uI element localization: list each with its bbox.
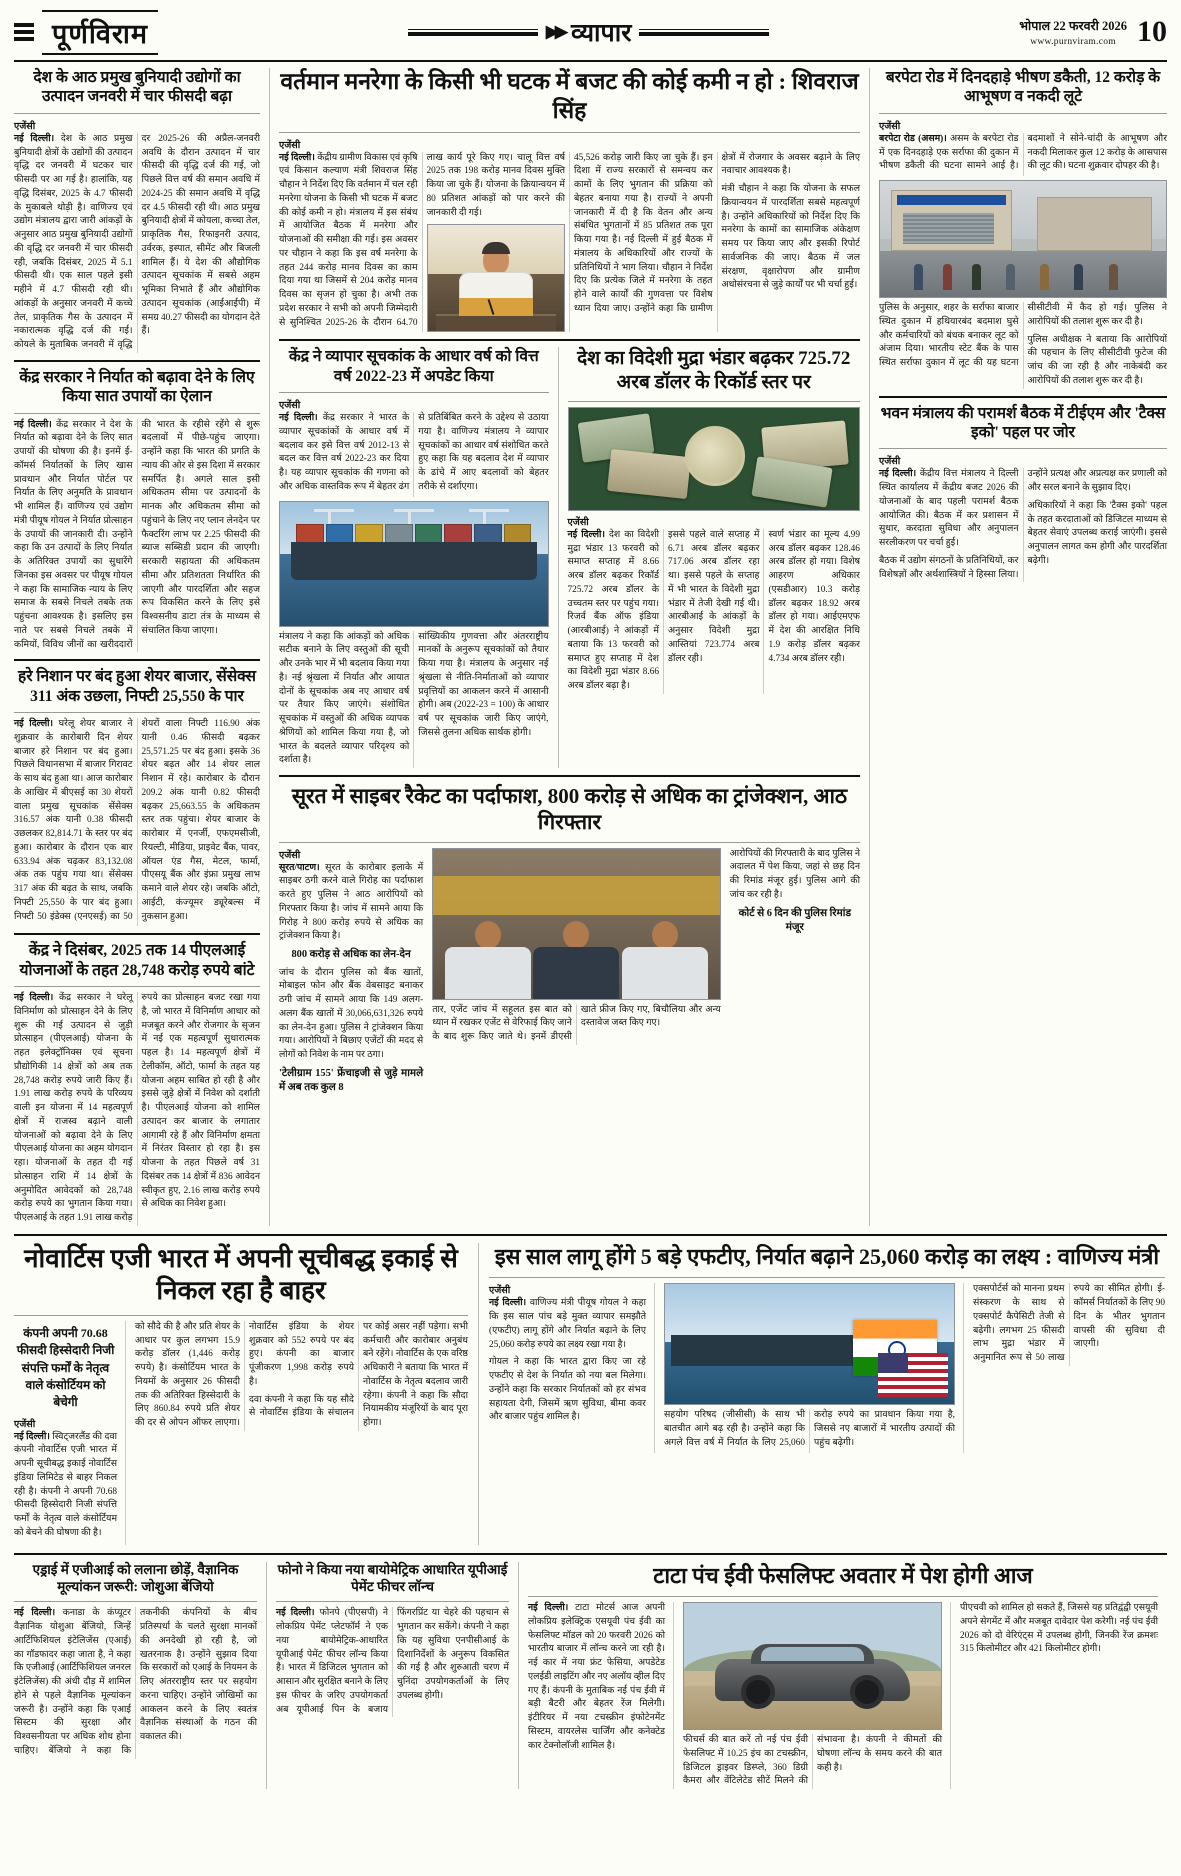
byline: एजेंसी <box>14 1419 36 1430</box>
article-forex <box>559 347 860 768</box>
article-headline: बरपेटा रोड में दिनदहाड़े भीषण डकैती, 12 करोड़ के आभूषण व नकदी लूटे <box>885 69 1161 106</box>
article-headline: फोनो ने किया नया बायोमेट्रिक आधारित यूपीआई पेमेंट फीचर लॉन्च <box>277 1561 508 1594</box>
divider <box>279 392 549 393</box>
person <box>943 264 952 290</box>
article-headline: केंद्र ने व्यापार सूचकांक के आधार वर्ष को वित्त वर्ष 2022-23 में अपडेट किया <box>288 348 539 385</box>
newspaper-logo: पूर्णविराम <box>42 10 158 55</box>
lower-grid <box>14 1243 1167 1545</box>
dateline: नई दिल्ली। <box>279 152 315 163</box>
body-text: स्विट्जरलैंड की दवा कंपनी नोवार्टिस एजी भारत में अपनी सूचीबद्ध इकाई नोवार्टिस इंडिया लिमिटेड से बाहर निकल रही है। कंपनी ने अपनी 70.68 फीसदी हिस्सेदारी निजी संपत्ति फर्मों के नेतृत्व वाले कंसोर्टियम को बेचने की घोषणा की है। <box>14 1431 117 1538</box>
photo-currency-notes <box>568 407 860 511</box>
article-headline: सूरत में साइबर रैकेट का पर्दाफाश, 800 करोड़ से अधिक का ट्रांजेक्शन, आठ गिरफ्तार <box>291 784 848 835</box>
main-grid <box>14 68 1167 1226</box>
currency-roll <box>685 426 745 486</box>
dateline: नई दिल्ली। <box>489 1298 527 1309</box>
article-body <box>879 468 1167 582</box>
fta-col-2 <box>664 1283 964 1452</box>
body-text: पुलिस के अनुसार, शहर के सर्राफा बाजार स्थित दुकान में हथियारबंद बदमाश घुसे और कर्मचारियों को बंधक बनाकर लूट को अंजाम दिया। भारतीय स्टेट बैंक के पास स्थित सर्राफा दुकान में लूट की यह घटना सीसीटीवी में कैद हो गई। पुलिस ने आरोपियों की तलाश शुरू कर दी है। <box>879 303 1167 368</box>
car-window <box>761 1647 864 1661</box>
photo-sash <box>459 298 533 316</box>
article-fta <box>479 1243 1165 1545</box>
tata-layout <box>528 1602 1158 1789</box>
cyber-layout <box>279 848 860 1100</box>
person-head <box>563 921 589 949</box>
section-title: व्यापार <box>571 20 632 47</box>
article-body <box>279 862 423 1096</box>
us-flag-icon <box>878 1353 948 1397</box>
column-center <box>269 68 869 1226</box>
article-body <box>14 718 260 926</box>
photo-head <box>483 245 509 275</box>
person-center <box>533 921 619 999</box>
article-body-continued <box>960 1602 1158 1657</box>
body-text: केंद्रीय ग्रामीण विकास एवं कृषि एवं किसान कल्याण मंत्री शिवराज सिंह चौहान ने निर्देश दिए कि वर्तमान में चल रही मनरेगा योजना के किसी भी घटक में बजट की कोई कमी न हो। मंत्रालय में इस संबंध में आयोजित बैठक में मनरेगा और योजनाओं की समीक्षा की गई। इस अवसर पर चौहान ने कहा कि इस वर्ष मनरेगा के तहत 244 करोड़ मानव दिवस का काम दिया गया था जिसमें से 204 करोड़ मानव दिवस का सृजन हो चुका है। अभी तक प्रदेश सरकार ने सभी को अपनी जिम्मेदारी से सुनिश्चित 2025-26 के दौरान 64.70 लाख कार्य पूरे किए गए। चालू वित्त वर्ष 2025 तक 198 करोड़ मानव दिवस मुक्ति किया जा चुके हैं। योजना के क्रियान्वयन में 80 प्रतिशत आंकड़ों को पार करने की जानकारी दी गई। <box>279 152 565 328</box>
article-body-continued <box>664 1409 955 1452</box>
article-cyber-racket <box>279 783 860 1100</box>
article-body <box>14 1607 257 1758</box>
article-headline: भवन मंत्रालय की परामर्श बैठक में टीईएम और 'टैक्स इको' पहल पर जोर <box>880 404 1166 441</box>
shop-shutter <box>903 213 995 243</box>
body-text: केंद्र सरकार ने घरेलू विनिर्माण को प्रोत्साहन देने के लिए शुरू की गई उत्पादन से जुड़ी प्रोत्साहन (पीएलआई) योजना के तहत इलेक्ट्रॉनिक्स एवं सूचना प्रौद्योगिकी 14 क्षेत्रों को अब तक 28,748 करोड़ रुपये जारी किए हैं। 1.91 लाख करोड़ रुपये के परिव्यय वाली इन योजना में 14 महत्वपूर्ण क्षेत्रों में राजस्व बढ़ाने वाली योजनाओं को बढ़ावा देने के लिए पीएलआई योजना का अहम योगदान रहा। योजनाओं के तहत दी गई प्रोत्साहन राशि में 14 क्षेत्रों के अनुमोदित आवेदकों को 28,748 करोड़ रुपये का भुगतान किया गया। पीएलआई के तहत 1.91 लाख करोड़ रुपये का प्रोत्साहन बजट रखा गया है, जो भारत में विनिर्माण आधार को मजबूत करने और रोजगार के सृजन में नई एक महत्वपूर्ण सुधारात्मक पहल है। 14 महत्वपूर्ण क्षेत्रों में टेलीकॉम, ऑटो, फार्मा के तहत यह योजना अहम साबित हो रही है और इससे जुड़े क्षेत्रों में निवेश को दर्शाती है। पीएलआई योजना को शामिल उत्पादन कर बाजार के लगातार आगामी रहे हैं और विनिर्माण क्षमता में निरंतर विस्तार हो रहा है। इस योजना के तहत पिछले वर्ष 31 दिसंबर तक 14 क्षेत्रों में 836 आवेदन स्वीकृत हुए, 2.16 लाख करोड़ रुपये से अधिक का निवेश हुआ। <box>14 993 260 1223</box>
body-text: घरेलू शेयर बाजार ने शुक्रवार के कारोबारी दिन शेयर बाजार हरे निशान पर बंद हुआ। पिछले विधानसभा में बाजार गिरावट के साथ बंद हुआ था। आज कारोबार के आखिर में बीएसई का 30 शेयरों वाला प्रमुख सूचकांक सेंसेक्स 316.57 अंक यानी 0.38 फीसदी उछलकर 82,814.71 के स्तर पर बंद हुआ। कारोबार के दौरान एक बार 633.94 अंक चढ़कर 83,132.08 अंक तक पहुंच गया था। सेंसेक्स 317 अंक की बढ़त के साथ, जबकि निफ्टी 25,550 के पार बंद हुआ। निफ्टी 50 इंडेक्स (एनएसई) का 50 शेयरों वाला निफ्टी 116.90 अंक यानी 0.46 फीसदी बढ़कर 25,571.25 पर बंद हुआ। इसके 36 शेयर बढ़त और 14 शेयर लाल निशान में रहे। कारोबार के दौरान 209.2 अंक यानी 0.82 फीसदी बढ़कर 25,663.55 के अधिकतम स्तर तक पहुंचा। शेयर बाजार के कारोबार में एनर्जी, एफएमसीजी, रियल्टी, मीडिया, प्राइवेट बैंक, पावर, ऑयल एंड गैस, मेटल, फार्मा, पीएसयू बैंक और इंफ्रा प्रमुख लाभ कमाने वाले शेयर रहे। जबकि ऑटो, आईटी, कंज्यूमर ड्यूरेबल्स में नुकसान हुआ। <box>14 719 260 922</box>
article-mgnrega <box>279 68 860 332</box>
fta-col-1 <box>489 1283 655 1452</box>
website-url: www.purnviram.com <box>1030 37 1116 47</box>
body-text: मंत्री चौहान ने कहा कि योजना के सफल क्रियान्वयन में पारदर्शिता सबसे महत्वपूर्ण है। उन्होंने अधिकारियों को निर्देश दिए कि मनरेगा के कामों का सामाजिक अंकेक्षण समय पर किया जाए और इसकी रिपोर्ट सार्वजनिक की जाए। बैठक में जल संरक्षण, वृक्षारोपण और ग्रामीण अधोसंरचना से जुड़े कार्यों पर भी चर्चा हुई। <box>721 184 860 291</box>
section-divider <box>14 1234 1167 1236</box>
banknote <box>607 449 691 499</box>
cyber-col-3 <box>730 848 860 1100</box>
divider <box>276 1601 509 1602</box>
body-text: गोयल ने कहा कि भारत द्वारा किए जा रहे एफटीए से देश के निर्यात को नया बल मिलेगा। उन्होंने कहा कि सरकार निर्यातकों को हर संभव सहायता देगी, जिसमें ऋण सुविधा, बीमा कवर और बाजार पहुंच शामिल है। <box>489 1357 646 1423</box>
article-novartis <box>14 1243 479 1545</box>
body-text: असम के बरपेटा रोड में एक दिनदहाड़े एक सर्राफा की दुकान में भीषण डकैती की घटना सामने आई है। बदमाशों ने सोने-चांदी के आभूषण और नकदी मिलाकर कुल 12 करोड़ के आसपास की लूट की। घटना शुक्रवार दोपहर की है। <box>879 133 1167 172</box>
divider <box>14 360 260 362</box>
body-text: सहयोग परिषद (जीसीसी) के साथ भी बातचीत आगे बढ़ रही है। उन्होंने कहा कि अगले वित्त वर्ष में निर्यात के लिए 25,060 करोड़ रुपये का प्रावधान किया गया है, जिससे नए बाजारों में भारतीय उत्पादों की पहुंच बढ़ेगी। <box>664 1410 955 1448</box>
decorative-rule-left <box>408 29 538 36</box>
byline: एजेंसी <box>14 121 36 132</box>
photo-press-conference <box>432 848 720 1000</box>
body-text: वाणिज्य मंत्री पीयूष गोयल ने कहा कि इस साल पांच बड़े मुक्त व्यापार समझौते (एफटीए) लागू होंगे और निर्यात बढ़ाने के लिए 25,060 करोड़ रुपये का लक्ष्य रखा गया है। <box>489 1298 647 1350</box>
body-text: कनाडा के कंप्यूटर वैज्ञानिक योशुआ बेंजियो, जिन्हें आर्टिफिशियल इंटेलिजेंस (एआई) का गॉडफादर कहा जाता है, ने कहा कि एजीआई (आर्टिफिशियल जनरल इंटेलिजेंस) की अंधी दौड़ में शामिल होने से पहले वैज्ञानिक मूल्यांकन जरूरी है। उन्होंने कहा कि एआई सिस्टम की सुरक्षा और विश्वसनीयता पर अधिक शोध होना चाहिए। बेंजियो ने कहा कि तकनीकी कंपनियों के बीच प्रतिस्पर्धा के चलते सुरक्षा मानकों की अनदेखी हो रही है, जो खतरनाक है। उन्होंने सुझाव दिया कि सरकारों को एआई के नियमन के लिए अंतरराष्ट्रीय स्तर पर सहयोग करना चाहिए। उन्होंने जोखिमों का आकलन करने के लिए स्वतंत्र वैज्ञानिक संस्थाओं के गठन की वकालत की। <box>14 1608 257 1756</box>
body-text: फोनपे (पीएसपी) ने लोकप्रिय पेमेंट प्लेटफॉर्म ने एक नया बायोमेट्रिक-आधारित यूपीआई पेमेंट फीचर लॉन्च किया है। भारत में डिजिटल भुगतान को आसान और सुरक्षित बनाने के लिए इस फीचर के जरिए उपयोगकर्ता अब यूपीआई पिन के बजाय फिंगरप्रिंट या चेहरे की पहचान से भुगतान कर सकेंगे। कंपनी ने कहा कि यह सुविधा एनपीसीआई के दिशानिर्देशों के अनुरूप विकसित की गई है और शुरुआती चरण में चुनिंदा उपयोगकर्ताओं के लिए उपलब्ध होगी। <box>276 1608 509 1715</box>
tata-col-1 <box>528 1602 674 1789</box>
dateline: नई दिल्ली। <box>14 1431 50 1442</box>
divider <box>879 396 1167 398</box>
byline: एजेंसी <box>279 850 301 861</box>
divider <box>568 401 860 402</box>
dateline: नई दिल्ली। <box>14 719 54 729</box>
tata-col-2 <box>683 1602 951 1789</box>
article-body-continued <box>135 1321 468 1431</box>
person-head <box>475 921 501 949</box>
body-text: सूरत के कारोबार इलाके में साइबर ठगी करने वाले गिरोह का पर्दाफाश करते हुए पुलिस ने आठ आरोपियों को गिरफ्तार किया है। जांच में सामने आया कि गिरोह ने 800 करोड़ रुपये से अधिक का ट्रांजेक्शन किया है। <box>279 862 424 942</box>
double-triangle-icon: ▶▶ <box>545 22 564 41</box>
article-body <box>14 133 260 353</box>
person-head <box>652 921 678 949</box>
tata-col-3 <box>960 1602 1158 1789</box>
subhead-remand: कोर्ट से 6 दिन की पुलिस रिमांड मंजूर <box>738 907 852 934</box>
photo-person <box>459 245 533 316</box>
person-body <box>622 947 708 999</box>
article-body <box>14 419 260 653</box>
body-text: केंद्र सरकार ने भारत के व्यापार सूचकांकों के आधार वर्ष में बदलाव कर इसे वित्त वर्ष 2012-13 से बदल कर वित्त वर्ष 2022-23 कर दिया है। यह व्यापार सूचकांक की गणना को और अधिक वास्तविक रूप में बेहतर ढंग से प्रतिबिंबित करने के उद्देश्य से उठाया गया है। वाणिज्य मंत्रालय ने व्यापार सूचकांकों का आधार वर्ष संशोधित करते हुए कहा कि यह बदलाव देश में व्यापार के ढांचे में आए बदलावों को बेहतर तरीके से दर्शाएगा। <box>279 413 549 492</box>
cyber-col-1 <box>279 848 423 1100</box>
section-title-block <box>546 15 632 49</box>
shop-signboard <box>897 195 1006 205</box>
dateline: नई दिल्ली। <box>567 529 605 540</box>
body-text: को सौदे की है और प्रति शेयर के आधार पर कुल लगभग 15.9 करोड़ डॉलर (1,446 करोड़ रुपये) है। कंसोर्टियम भारत के नियमों के अनुसार 26 फीसदी तक की अतिरिक्त हिस्सेदारी के लिए 860.84 रुपये प्रति शेयर की दर से ओपन ऑफर लाएगा। नोवार्टिस इंडिया के शेयर शुक्रवार को 552 रुपये पर बंद हुए। कंपनी का बाजार पूंजीकरण 1,998 करोड़ रुपये है। <box>135 1321 354 1428</box>
divider <box>528 1596 1158 1597</box>
article-body <box>528 1602 665 1753</box>
subhead-telegram: 'टेलीग्राम 155' फ्रेंचाइजी से जुड़े मामले में अब तक कुल 8 <box>279 1067 424 1094</box>
byline: एजेंसी <box>279 140 301 151</box>
article-headline: टाटा पंच ईवी फेसलिफ्ट अवतार में पेश होगी आज <box>653 1562 1033 1588</box>
article-body-continued <box>432 1004 720 1045</box>
article-body-continued <box>683 1734 942 1789</box>
decorative-rule-right <box>639 29 769 36</box>
divider <box>879 448 1167 449</box>
article-headline: नोवार्टिस एजी भारत में अपनी सूचीबद्ध इकाई से निकल रहा है बाहर <box>24 1243 458 1306</box>
person <box>1006 264 1015 290</box>
person-right <box>622 921 708 999</box>
body-text: स्वर्ण भंडार का मूल्य 4.99 अरब डॉलर बढ़कर 128.46 अरब डॉलर हो गया। विशेष आहरण अधिकार (एसडीआर) 10.3 करोड़ डॉलर बढ़कर 18.92 अरब डॉलर हो गया। आईएमएफ में देश की आरक्षित निधि 1.9 करोड़ डॉलर बढ़कर 4.734 अरब डॉलर रही। <box>768 529 860 664</box>
divider <box>279 775 860 777</box>
body-text: आरोपियों की गिरफ्तारी के बाद पुलिस ने अदालत में पेश किया, जहां से छह दिन की रिमांड मंजूर हुई। पुलिस आगे की जांच कर रही है। <box>729 848 860 900</box>
body-text: केंद्रीय वित्त मंत्रालय ने दिल्ली स्थित कार्यालय में केंद्रीय बजट 2026 की योजनाओं के बाद पहली परामर्श बैठक आयोजित की। बैठक में कर प्रशासन में सुधार, करदाता सुविधा और अनुपालन सरलीकरण पर चर्चा हुई। <box>879 469 1019 548</box>
body-text: बैठक में उद्योग संगठनों के प्रतिनिधियों, कर विशेषज्ञों और अर्थशास्त्रियों ने हिस्सा लिया। उन्होंने प्रत्यक्ष और अप्रत्यक्ष कर प्रणाली को और सरल बनाने के सुझाव दिए। <box>879 469 1167 580</box>
article-body <box>276 1607 509 1717</box>
article-tata-punch <box>518 1562 1167 1790</box>
photo-jewellery-shop <box>879 180 1167 298</box>
divider <box>14 413 260 414</box>
dateline: बरपेटा रोड (असम)। <box>879 133 947 144</box>
divider <box>14 712 260 713</box>
article-core-sectors <box>14 68 260 353</box>
dateline: नई दिल्ली। <box>14 993 54 1003</box>
article-body <box>14 992 260 1226</box>
building-right <box>1037 197 1151 250</box>
person-body <box>445 947 531 999</box>
dateline: नई दिल्ली। <box>14 1608 56 1619</box>
byline: एजेंसी <box>879 121 901 132</box>
divider <box>279 842 860 843</box>
article-body-continued <box>279 631 549 769</box>
article-phonepe-biometric <box>266 1562 518 1790</box>
dateline: नई दिल्ली। <box>14 133 55 144</box>
photo-trade-ship-flags <box>664 1283 955 1405</box>
body-text: दवा कंपनी ने कहा कि यह सौदे से नोवार्टिस इंडिया के संचालन पर कोई असर नहीं पड़ेगा। सभी कर्मचारी और कारोबार अनुबंध बने रहेंगे। नोवार्टिस के एक वरिष्ठ अधिकारी ने बताया कि भारत में नोवार्टिस के नेतृत्व बदलाव जारी रहेगा। कंपनी ने कहा कि सौदा नियामकीय मंजूरियों के बाद पूरा होगा। <box>249 1321 468 1428</box>
car-wheel-front <box>741 1675 775 1709</box>
photo-banner <box>433 876 719 915</box>
article-agi-bengio <box>14 1562 266 1790</box>
photo-tata-punch-ev <box>683 1602 942 1730</box>
page-number: 10 <box>1137 15 1167 48</box>
body-text: तार, एजेंट जांच में सहूलत इस बात को ध्यान में रखकर एजेंट से वेरिफाई किए जाने के बाद शुरू किए जाते थे। इनमें डीएसी खाते फ्रीज किए गए, बिचौलिया और अन्य दस्तावेज जब्त किए गए। <box>432 1004 721 1042</box>
article-export-measures <box>14 368 260 653</box>
body-text: पुलिस अधीक्षक ने बताया कि आरोपियों की पहचान के लिए सीसीटीवी फुटेज की जांच की जा रही है और नाकेबंदी कर आरोपियों की तलाश शुरू कर दी है। <box>1027 334 1167 386</box>
article-headline: इस साल लागू होंगे 5 बड़े एफटीए, निर्यात बढ़ाने 25,060 करोड़ का लक्ष्य : वाणिज्य मंत्री <box>494 1243 1160 1269</box>
divider <box>14 933 260 935</box>
divider <box>14 1601 257 1602</box>
article-headline: केंद्र ने दिसंबर, 2025 तक 14 पीएलआई योजनाओं के तहत 28,748 करोड़ रुपये बांटे <box>19 942 255 979</box>
byline: एजेंसी <box>879 457 901 468</box>
place-date: भोपाल 22 फरवरी 2026 <box>1019 19 1127 33</box>
dateline: नई दिल्ली। <box>879 469 917 480</box>
body-text: जांच के दौरान पुलिस को बैंक खातों, मोबाइल फोन और बैंक वेबसाइट बनाकर ठगी जांच में सामने आया कि 149 अलग-अलग बैंक खातों में 30,066,631,326 रुपये का लेन-देन हुआ। पुलिस ने ट्रांजेक्शन किया गया। आरोपियों ने बिछाए एजेंटों की मदद से लोगों को निवेश के नाम पर ठगा। <box>279 967 424 1061</box>
article-body-continued <box>973 1283 1165 1366</box>
article-dacoity <box>879 68 1167 389</box>
person-left <box>445 921 531 999</box>
dateline: नई दिल्ली। <box>279 413 318 423</box>
photo-shivraj-singh <box>427 224 566 332</box>
divider <box>14 986 260 987</box>
article-body <box>489 1297 646 1425</box>
cargo-ship <box>291 542 537 579</box>
menu-bars-icon <box>14 23 34 41</box>
novartis-col-2 <box>135 1321 468 1545</box>
article-body <box>14 1431 117 1541</box>
photo-desk <box>436 314 556 331</box>
divider <box>14 113 260 114</box>
dateline: नई दिल्ली। <box>276 1608 315 1619</box>
article-body <box>279 412 549 497</box>
article-finance-meeting <box>879 404 1167 583</box>
body-text: पीएचवी को शामिल हो सकते हैं, जिससे यह प्रतिद्वंद्वी एसयूवी अपने सेगमेंट में और मजबूत दावेदार पेश करेगी। नई पंच ईवी 2026 को दो वेरिएंट्स में उपलब्ध होगी, जिनकी रेंज क्रमशः 315 किलोमीटर और 421 किलोमीटर होगी। <box>960 1603 1158 1655</box>
byline: एजेंसी <box>279 401 301 411</box>
body-text: मंत्रालय ने कहा कि आंकड़ों को अधिक सटीक बनाने के लिए वस्तुओं की सूची और उनके भार में भी बदलाव किया गया है। नई श्रृंखला में निर्यात और आयात दोनों के सूचकांक अब नए आधार वर्ष पर तैयार किए जाएंगे। संशोधित सूचकांक में वस्तुओं की अधिक व्यापक श्रेणियों को शामिल किया गया है, जो भारत के बदलते व्यापार परिदृश्य को दर्शाता है। <box>279 631 410 766</box>
article-body <box>879 133 1167 176</box>
center-sub-grid <box>279 347 860 768</box>
body-text: फीचर्स की बात करें तो नई पंच ईवी फेसलिफ्ट में 10.25 इंच का टचस्क्रीन, डिजिटल ड्राइवर डिस्प्ले, 360 डिग्री कैमरा और वेंटिलेटेड सीटें मिलने की संभावना है। कंपनी ने कीमतों की घोषणा लॉन्च के समय करने की बात कही है। <box>683 1735 942 1787</box>
divider <box>279 339 860 341</box>
body-text: देश का विदेशी मुद्रा भंडार 13 फरवरी को समाप्त सप्ताह में 8.66 अरब डॉलर बढ़कर रिकॉर्ड 725.72 अरब डॉलर के उच्चतम स्तर पर पहुंच गया। रिजर्व बैंक ऑफ इंडिया (आरबीआई) ने आंकड़ों में बताया कि 13 फरवरी को समाप्त हुए सप्ताह में देश का विदेशी मुद्रा भंडार 8.66 अरब डॉलर बढ़ा है। <box>567 529 659 691</box>
article-headline: केंद्र सरकार ने निर्यात को बढ़ावा देने के लिए किया सात उपायों का ऐलान <box>19 368 255 406</box>
section-divider <box>14 1553 1167 1555</box>
person-body <box>533 947 619 999</box>
subhead-transaction: 800 करोड़ से अधिक का लेन-देन <box>291 949 411 960</box>
masthead-right <box>1019 15 1167 49</box>
novartis-col-1 <box>14 1321 126 1545</box>
cyber-col-2 <box>432 848 720 1100</box>
person <box>1109 264 1118 290</box>
article-headline: हरे निशान पर बंद हुआ शेयर बाजार, सेंसेक्स 311 अंक उछला, निफ्टी 25,550 के पार <box>17 668 257 705</box>
body-text: देश के आठ प्रमुख बुनियादी क्षेत्रों के उद्योगों की उत्पादन वृद्धि दर जनवरी में घटकर चार फीसदी पर आ गई है। हालांकि, यह वृद्धि दिसंबर, 2025 के 4.7 फीसदी के मुकाबले थोड़ी है। वाणिज्य एवं उद्योग मंत्रालय द्वारा जारी आंकड़ों के अनुसार आठ प्रमुख बुनियादी उद्योगों की वृद्धि दर जनवरी में चार फीसदी रही, जबकि दिसंबर, 2025 में 5.1 फीसदी थी। एक साल पहले इसी महीने में 4.7 फीसदी रही थी। आंकड़ों के अनुसार जनवरी में कच्चे तेल, प्राकृतिक गैस के उत्पादन में नकारात्मक वृद्धि दर्ज की गई। कोयले के मुताबिक जनवरी में वृद्धि दर 2025-26 की अप्रैल-जनवरी अवधि के दौरान उत्पादन में चार फीसदी की वृद्धि दर्ज की गई, जो पिछले वित्त वर्ष की समान अवधि में 2024-25 की समान अवधि में वृद्धि दर 4.5 फीसदी रही थी। आठ प्रमुख बुनियादी क्षेत्रों में कोयला, कच्चा तेल, प्राकृतिक गैस, रिफाइनरी उत्पाद, उर्वरक, इस्पात, सीमेंट और बिजली शामिल हैं। ये देश की औद्योगिक उत्पादन सूचकांक में सबसे अहम भूमिका निभाते हैं और औद्योगिक उत्पादन सूचकांक (आईआईपी) में समग्र 40.27 फीसदी का योगदान देते हैं। <box>14 133 260 350</box>
article-pli-schemes <box>14 941 260 1226</box>
article-body <box>568 529 860 694</box>
edition-info <box>1019 17 1127 47</box>
body-text: एक्सपोर्टर्स को मानना प्रथम संस्करण के साथ से एक्सपोर्ट कैपेसिटी तेजी से बढ़ेगी। लगभग 25 फीसदी लाभ मुद्रा भंडार में अनुमानित रूप से 50 लाख रुपये का सीमित होगी। ई-कॉमर्स निर्यातकों के लिए 90 दिन के भीतर भुगतान वापसी की सुविधा दी जाएगी। <box>973 1284 1165 1363</box>
article-headline: देश के आठ प्रमुख बुनियादी उद्योगों का उत्पादन जनवरी में चार फीसदी बढ़ा <box>33 69 241 106</box>
photo-torso <box>459 272 533 316</box>
person <box>972 264 981 290</box>
article-body-continued <box>879 302 1167 389</box>
body-text: इससे पहले वाले सप्ताह में 6.71 अरब डॉलर बढ़कर 717.06 अरब डॉलर रहा था। इससे पहले के सप्ताह में भी भारत के विदेशी मुद्रा भंडार में तेजी देखी गई थी। आरबीआई के आंकड़ों के अनुसार विदेशी मुद्रा आस्तियां 723.774 अरब डॉलर रही। <box>668 529 760 664</box>
bottom-grid <box>14 1562 1167 1790</box>
article-headline: एड्राई में एजीआई को ललाना छोड़ें, वैज्ञानिक मूल्यांकन जरूरी: जोशुआ बेंजियो <box>32 1561 239 1594</box>
body-text: केंद्र सरकार ने देश के निर्यात को बढ़ावा देने के लिए सात उपायों की घोषणा की है। इनमें ई-कॉमर्स निर्यातकों के लिए खास प्रावधान और निर्यात पोर्टल पर निर्यात के लिए अनुमति के प्रावधान भी शामिल हैं। वाणिज्य एवं उद्योग मंत्री पीयूष गोयल ने निर्यात प्रोत्साहन के उपायों की जानकारी दी। उन्होंने कहा कि उन उत्पादों के लिए निर्यात के अतिरिक्त उपायों का सुधारेंगे जिनका इस अवसर पर पीयूष गोयल ने कहा कि सामाजिक न्याय के लिए समाज के सबसे निचले तबके तक पहुंचना आवश्यक है। इसलिए इस नाते पर सबसे निचले तबके में कमियों, विविध जीनों का खरीददारों की भारत के रहीसे रहेंगे से शुरू बदलावों में पीछे-पहुंच जाएगा। उन्होंने कहा कि भारत की प्रगति के न्याय की ओर से इस दिशा में सरकार समर्पित है। अगले साल इसी अधिकतम सीमा पर उत्पादनों के मानक और अधिकतम सीमा को पहुंचाने के लिए नए प्लान लेनदेन पर फैक्टरिंग लाभ पर 2.25 फीसदी की ब्याज सब्सिडी प्रदान की जाएगी। सरकारी सहायता की अधिकतम सीमा और प्रतिशतता निर्धारित की जाएगी और पारदर्शिता और सहज रूप विकसित करने के लिए इसे विश्वसनीय डाटा तंत्र के माध्यम से संचालित किया जाएगा। <box>14 419 260 650</box>
person <box>914 264 923 290</box>
person <box>1040 264 1049 290</box>
article-body <box>279 152 860 333</box>
dateline: नई दिल्ली। <box>14 419 52 430</box>
body-text: सांख्यिकीय गुणवत्ता और अंतरराष्ट्रीय मानकों के अनुरूप सूचकांकों को तैयार किया गया है। मंत्रालय के अनुसार नई श्रृंखला से नीति-निर्माताओं को व्यापार प्रवृत्तियों का आकलन करने में आसानी होगी। अब (2022-23 = 100) के आधार वर्ष पर सूचकांक जारी किए जाएंगे, जिससे तुलना अधिक सार्थक होगी। <box>418 631 549 738</box>
body-text: 45,526 करोड़ जारी किए जा चुके हैं। इन दिशा में राज्य सरकारों से समन्वय कर कामों के लिए भुगतान की प्रक्रिया को बेहतर बनाया गया है। राज्यों ने अपनी जानकारी में दी है कि वेतन और अन्य संबंधित भुगतानों में 85 प्रतिशत तक पूरा किया गया है। नई दिल्ली में हुई बैठक में मंत्रालय के अधिकारियों और राज्यों के प्रतिनिधियों ने भाग लिया। चौहान ने निर्देश दिए कि प्रत्येक जिले में मनरेगा के तहत होने वाले कार्यों की गुणवत्ता पर विशेष ध्यान दिया जाए। उन्होंने कहा कि ग्रामीण क्षेत्रों में रोजगार के अवसर बढ़ाने के लिए नवाचार आवश्यक है। <box>574 152 860 314</box>
article-body-continued <box>730 848 860 936</box>
masthead <box>14 10 1167 62</box>
article-subhead: कंपनी अपनी 70.68 फीसदी हिस्सेदारी निजी संपत्ति फर्मों के नेतृत्व वाले कंसोर्टियम को बेचेगी <box>16 1325 115 1410</box>
article-headline: देश का विदेशी मुद्रा भंडार बढ़कर 725.72 अरब डॉलर के रिकॉर्ड स्तर पर <box>577 348 851 393</box>
masthead-center <box>408 15 770 49</box>
masthead-left <box>14 10 158 55</box>
article-index-update <box>279 347 559 768</box>
article-market-close <box>14 667 260 926</box>
cargo-vessel <box>671 1335 879 1366</box>
divider <box>14 659 260 661</box>
photo-port-containers <box>279 501 549 627</box>
divider <box>14 1315 468 1316</box>
article-headline: वर्तमान मनरेगा के किसी भी घटक में बजट की कोई कमी न हो : शिवराज सिंह <box>280 69 859 123</box>
dateline: नई दिल्ली। <box>528 1603 569 1614</box>
byline: एजेंसी <box>567 517 589 528</box>
byline: एजेंसी <box>489 1286 511 1297</box>
fta-layout <box>489 1283 1165 1452</box>
column-left <box>14 68 269 1226</box>
person <box>1074 264 1083 290</box>
novartis-layout <box>14 1321 468 1545</box>
body-text: अधिकारियों ने कहा कि 'टैक्स इको' पहल के तहत करदाताओं को डिजिटल माध्यम से बेहतर सेवाएं उपलब्ध कराई जाएंगी। इससे अनुपालन लागत कम होगी और पारदर्शिता बढ़ेगी। <box>1027 500 1167 566</box>
column-right <box>869 68 1167 1226</box>
divider <box>879 113 1167 114</box>
body-text: टाटा मोटर्स आज अपनी लोकप्रिय इलेक्ट्रिक एसयूवी पंच ईवी का फेसलिफ्ट मॉडल को 20 फरवरी 2026 को भारतीय बाजार में लॉन्च करने जा रही है। नई कार में नया फ्रंट फेसिया, अपडेटेड एलईडी लाइटिंग और नए अलॉय व्हील दिए गए हैं। कंपनी के मुताबिक नई पंच ईवी में बड़ी बैटरी और बेहतर रेंज मिलेगी। इंटीरियर में नया टचस्क्रीन इंफोटेनमेंट सिस्टम, वायरलेस चार्जिंग और कनेक्टेड कार टेक्नोलॉजी शामिल है। <box>528 1603 666 1751</box>
fta-col-3 <box>973 1283 1165 1452</box>
dateline: सूरत/पाटण। <box>279 862 320 873</box>
divider <box>279 132 860 133</box>
divider <box>489 1277 1165 1278</box>
